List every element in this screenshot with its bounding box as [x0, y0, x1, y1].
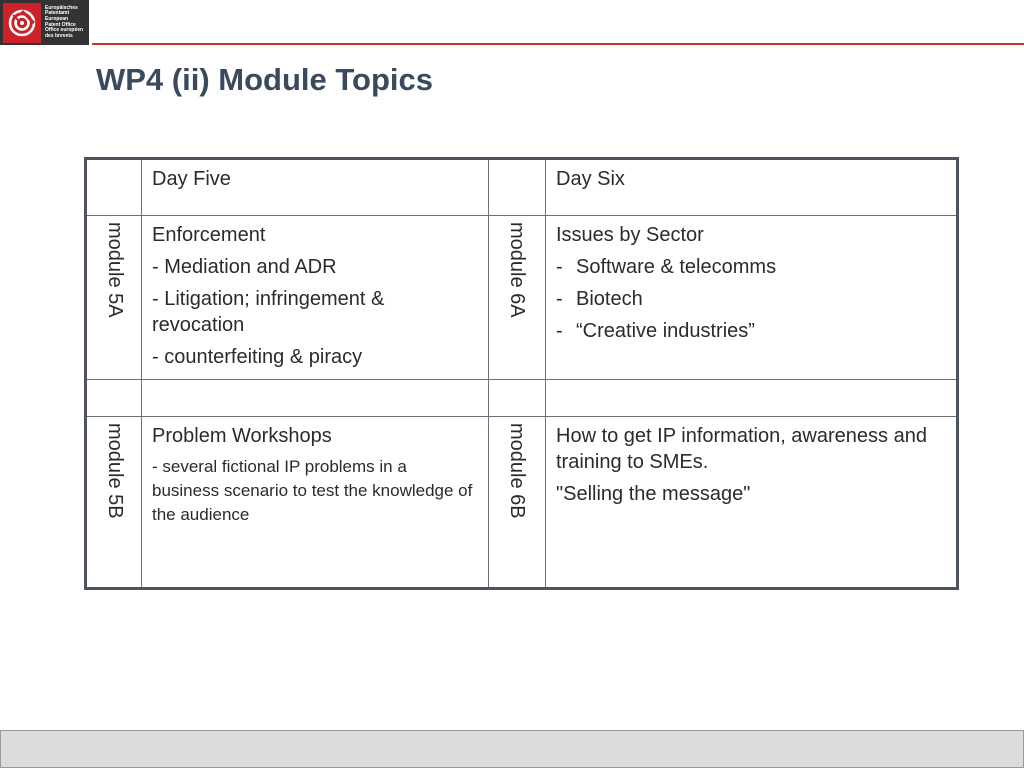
logo-line: Patentamt	[45, 10, 70, 17]
table-row-a	[86, 216, 958, 380]
epo-logo-text	[45, 6, 83, 40]
slide-title: WP4 (ii) Module Topics	[96, 62, 433, 97]
day-five-label: Day Five	[152, 168, 231, 190]
table-spacer-row	[86, 380, 958, 417]
issues-list-item: - Biotech	[556, 288, 643, 310]
enforcement-title: Enforcement	[152, 224, 266, 246]
logo-line: Office européen	[45, 27, 84, 34]
module-5b-side-cell	[86, 417, 142, 589]
module-5a-side-cell	[86, 216, 142, 380]
epo-logo-mark-icon	[3, 3, 41, 43]
issues-item-text: “Creative industries”	[576, 320, 755, 342]
enforcement-item: - Mediation and ADR	[152, 256, 337, 278]
empty-cell	[489, 159, 546, 216]
logo-line: des brevets	[45, 32, 73, 39]
logo-line: European	[45, 15, 69, 22]
enforcement-item: - counterfeiting & piracy	[152, 346, 363, 368]
issues-item-text: Software & telecomms	[576, 256, 777, 278]
logo-line: Patent Office	[45, 21, 76, 28]
day-six-label: Day Six	[556, 168, 625, 190]
issues-item-text: Biotech	[576, 288, 643, 310]
problem-workshops-title: Problem Workshops	[152, 425, 332, 447]
empty-cell	[546, 380, 958, 417]
issues-list-item: - Software & telecomms	[556, 256, 777, 278]
epo-logo	[0, 0, 89, 45]
module-6b-label: module 6B	[506, 423, 528, 519]
empty-cell	[86, 159, 142, 216]
empty-cell	[489, 380, 546, 417]
problem-workshops-cell	[142, 417, 489, 589]
module-6b-side-cell	[489, 417, 546, 589]
table-header-row	[86, 159, 958, 216]
header-cell-day-five	[142, 159, 489, 216]
header-cell-day-six	[546, 159, 958, 216]
ip-information-text: How to get IP information, awareness and training to SMEs.	[556, 425, 927, 473]
table-row-b	[86, 417, 958, 589]
ip-information-cell	[546, 417, 958, 589]
issues-by-sector-cell	[546, 216, 958, 380]
module-5a-label: module 5A	[104, 222, 126, 318]
header-divider	[92, 43, 1024, 45]
logo-line: Europäisches	[45, 4, 78, 11]
footer-bar	[0, 730, 1024, 768]
issues-title: Issues by Sector	[556, 224, 704, 246]
issues-list-item: - “Creative industries”	[556, 320, 755, 342]
enforcement-item: - Litigation; infringement & revocation	[152, 288, 385, 336]
enforcement-cell	[142, 216, 489, 380]
module-topics-table	[84, 157, 959, 590]
empty-cell	[86, 380, 142, 417]
empty-cell	[142, 380, 489, 417]
module-5b-label: module 5B	[104, 423, 126, 519]
module-6a-label: module 6A	[506, 222, 528, 318]
problem-workshops-detail: - several fictional IP problems in a business scenario to test the knowledge of the audience	[152, 457, 473, 524]
module-6a-side-cell	[489, 216, 546, 380]
selling-the-message-text: "Selling the message"	[556, 483, 751, 505]
